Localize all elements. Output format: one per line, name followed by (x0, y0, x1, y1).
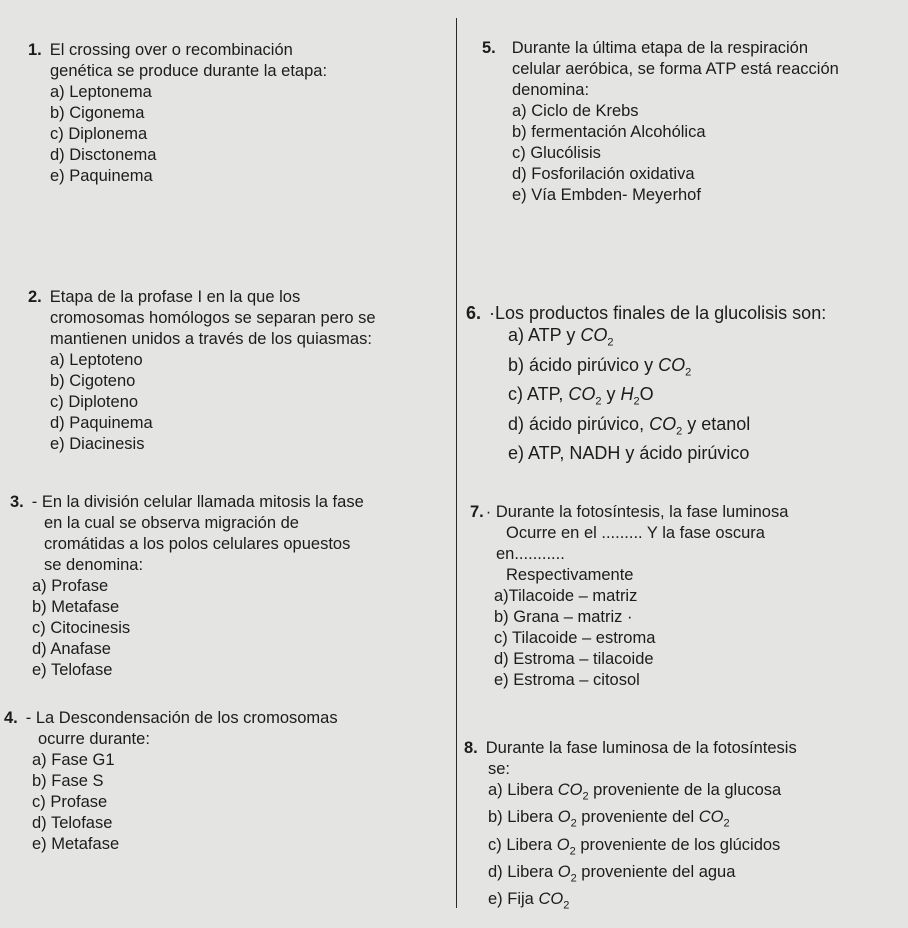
q5-option-d[interactable]: d) Fosforilación oxidativa (512, 165, 695, 183)
q7-number: 7. (470, 503, 484, 521)
q2-number: 2. (28, 288, 42, 306)
question-1 (28, 40, 327, 187)
q3-option-c[interactable]: c) Citocinesis (32, 619, 131, 637)
q7-option-e[interactable]: e) Estroma – citosol (494, 671, 640, 689)
q1-option-d[interactable]: d) Disctonema (50, 146, 157, 164)
q8-line-1: Durante la fase luminosa de la fotosíntesis (485, 739, 797, 757)
q6-c-h: H (620, 384, 634, 405)
q8-c-formula: O (556, 835, 570, 854)
q1-number: 1. (28, 41, 42, 59)
q8-a-text: a) Libera (488, 781, 558, 799)
q4-option-b[interactable]: b) Fase S (32, 772, 104, 790)
q6-c-sub: 2 (595, 395, 602, 408)
q8-option-e[interactable] (464, 889, 797, 916)
q8-b-sub-2: 2 (723, 817, 730, 830)
q7-line-3: en........... (496, 545, 565, 563)
q8-a-sub: 2 (582, 790, 589, 803)
q6-c-text: c) ATP, (508, 384, 569, 405)
q8-d-text: d) Libera (488, 862, 558, 881)
column-divider (456, 18, 457, 908)
q6-b-sub: 2 (685, 366, 692, 379)
question-4 (4, 708, 338, 855)
q6-c-mid: y (601, 384, 621, 405)
q3-number: 3. (10, 493, 24, 511)
q6-a-text: a) ATP y (508, 325, 581, 345)
q6-a-o: O (593, 325, 608, 345)
q3-option-d[interactable]: d) Anafase (32, 640, 111, 658)
q3-line-1: - En la división celular llamada mitosis la fase (31, 493, 364, 511)
q3-line-4: se denomina: (44, 556, 144, 574)
q6-option-c[interactable] (466, 383, 826, 413)
q8-e-formula: CO (538, 890, 564, 909)
q8-option-a[interactable] (464, 780, 797, 807)
q8-c-tail: proveniente de los glúcidos (575, 835, 781, 854)
q8-line-2: se: (488, 760, 511, 778)
q2-option-e[interactable]: e) Diacinesis (50, 435, 145, 453)
q8-c-sub: 2 (569, 844, 576, 857)
q5-number: 5. (482, 39, 496, 57)
q8-a-tail: proveniente de la glucosa (588, 781, 782, 799)
q8-d-sub: 2 (570, 872, 577, 885)
q8-option-b[interactable] (464, 807, 797, 834)
q2-line-3: mantienen unidos a través de los quiasmas: (50, 330, 372, 348)
q8-b-formula-2: CO (698, 808, 724, 827)
q6-a-sub: 2 (607, 336, 614, 349)
q6-option-a[interactable] (466, 324, 826, 354)
q6-c-hsub: 2 (633, 395, 640, 408)
q6-b-text: b) ácido pirúvico y (508, 354, 659, 375)
q1-option-a[interactable]: a) Leptonema (50, 83, 152, 101)
q6-c-tail: O (639, 384, 654, 405)
q5-option-e[interactable]: e) Vía Embden- Meyerhof (512, 186, 701, 204)
q4-line-1: - La Descondensación de los cromosomas (25, 709, 338, 727)
q7-option-a[interactable]: a)Tilacoide – matriz (494, 587, 638, 605)
q2-option-c[interactable]: c) Diploteno (50, 393, 139, 411)
question-7 (470, 502, 788, 691)
q6-option-e[interactable]: e) ATP, NADH y ácido pirúvico (508, 443, 750, 464)
q5-option-c[interactable]: c) Glucólisis (512, 144, 601, 162)
q2-option-b[interactable]: b) Cigoteno (50, 372, 136, 390)
q6-c-o: O (581, 384, 596, 405)
q8-e-text: e) Fija (488, 890, 539, 909)
q5-line-3: denomina: (512, 81, 590, 99)
q3-option-e[interactable]: e) Telofase (32, 661, 113, 679)
q1-option-e[interactable]: e) Paquinema (50, 167, 153, 185)
q7-line-1: · Durante la fotosíntesis, la fase luminosa (485, 503, 789, 521)
q8-option-d[interactable] (464, 862, 797, 889)
q3-option-a[interactable]: a) Profase (32, 577, 109, 595)
question-8 (464, 738, 797, 916)
q6-option-d[interactable] (466, 413, 826, 443)
q7-line-2: Ocurre en el ......... Y la fase oscura (506, 524, 765, 542)
q5-option-a[interactable]: a) Ciclo de Krebs (512, 102, 639, 120)
q2-line-1: Etapa de la profase I en la que los (49, 288, 301, 306)
q4-line-2: ocurre durante: (38, 730, 150, 748)
q6-d-tail: y etanol (682, 413, 751, 434)
q6-d-text: d) ácido pirúvico, (508, 413, 650, 434)
q2-option-d[interactable]: d) Paquinema (50, 414, 153, 432)
q1-line-2: genética se produce durante la etapa: (50, 62, 328, 80)
q1-option-c[interactable]: c) Diplonema (50, 125, 148, 143)
q6-a-c: C (580, 325, 594, 345)
q2-line-2: cromosomas homólogos se separan pero se (50, 309, 376, 327)
q6-number: 6. (466, 303, 482, 323)
q4-option-d[interactable]: d) Telofase (32, 814, 113, 832)
question-2 (28, 287, 376, 455)
q6-option-b[interactable] (466, 354, 826, 384)
q5-line-2: celular aeróbica, se forma ATP está reacción (512, 60, 839, 78)
q4-option-e[interactable]: e) Metafase (32, 835, 120, 853)
question-6 (466, 302, 826, 464)
q6-d-sub: 2 (676, 425, 683, 438)
q7-option-d[interactable]: d) Estroma – tilacoide (494, 650, 654, 668)
q8-d-tail: proveniente del agua (576, 862, 736, 881)
q8-e-sub: 2 (563, 899, 570, 912)
q8-b-tail: proveniente del (576, 808, 699, 827)
q8-b-formula: O (557, 808, 571, 827)
q3-line-3: cromátidas a los polos celulares opuestos (44, 535, 351, 553)
question-3 (10, 492, 364, 681)
q8-c-text: c) Libera (488, 835, 557, 854)
q4-option-c[interactable]: c) Profase (32, 793, 108, 811)
q3-line-2: en la cual se observa migración de (44, 514, 299, 532)
q8-b-sub: 2 (570, 817, 577, 830)
q3-option-b[interactable]: b) Metafase (32, 598, 120, 616)
q7-option-c[interactable]: c) Tilacoide – estroma (494, 629, 656, 647)
q6-c-c: C (568, 384, 582, 405)
q8-d-formula: O (557, 862, 571, 881)
q1-option-b[interactable]: b) Cigonema (50, 104, 145, 122)
q6-d-c: C (649, 413, 663, 434)
q8-option-c[interactable] (464, 835, 797, 862)
q6-d-o: O (662, 413, 677, 434)
q8-a-formula: CO (557, 781, 583, 799)
q8-number: 8. (464, 739, 478, 757)
q4-option-a[interactable]: a) Fase G1 (32, 751, 115, 769)
q2-option-a[interactable]: a) Leptoteno (50, 351, 143, 369)
q6-b-c: C (658, 354, 672, 375)
q8-b-text: b) Libera (488, 808, 558, 827)
q4-number: 4. (4, 709, 18, 727)
q7-option-b[interactable]: b) Grana – matriz · (494, 608, 633, 626)
q1-line-1: El crossing over o recombinación (49, 41, 293, 59)
question-5 (482, 38, 839, 206)
q6-line-1: ·Los productos finales de la glucolisis son: (489, 303, 827, 323)
q5-line-1: Durante la última etapa de la respiración (511, 39, 809, 57)
q7-line-4: Respectivamente (506, 566, 634, 584)
q6-b-o: O (671, 354, 686, 375)
q5-option-b[interactable]: b) fermentación Alcohólica (512, 123, 706, 141)
